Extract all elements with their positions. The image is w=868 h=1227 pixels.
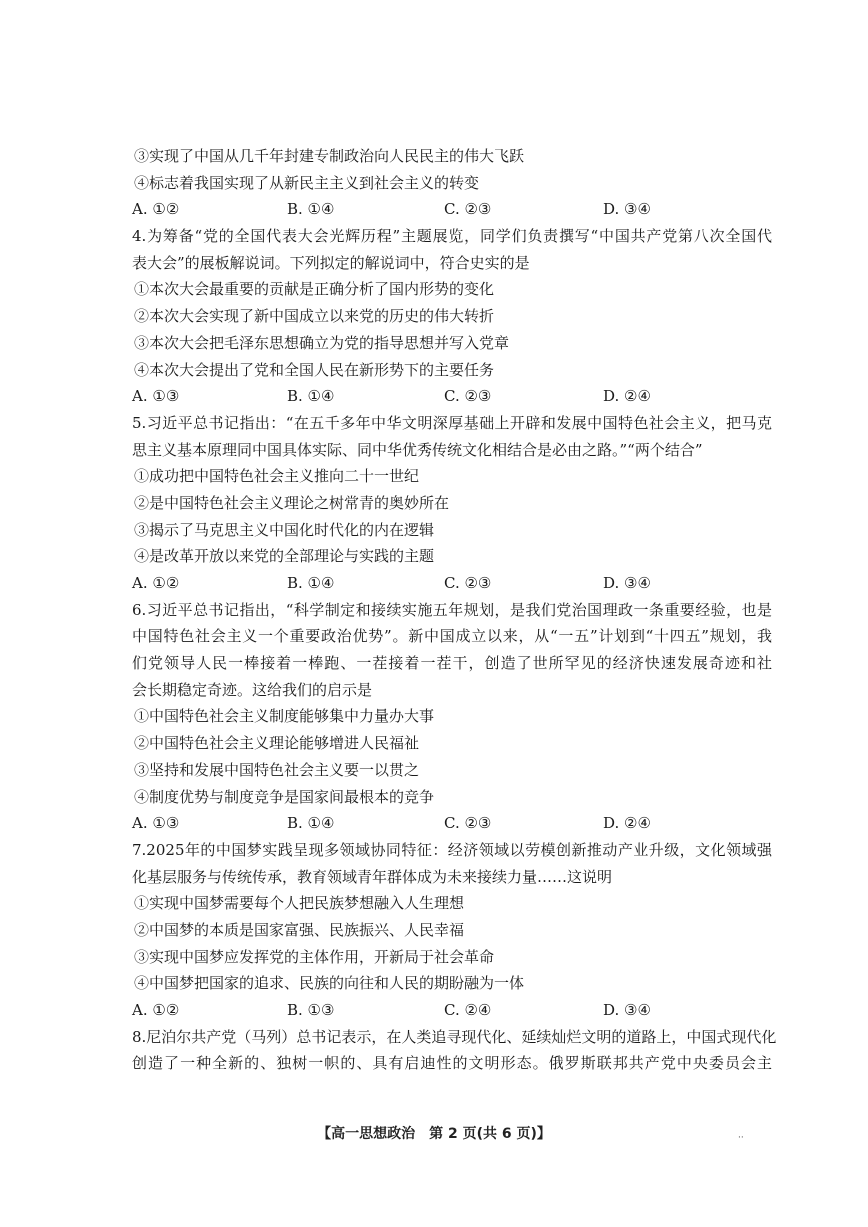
question-stem-line: 7.2025年的中国梦实践呈现多领域协同特征：经济领域以劳模创新推动产业升级，文化领域强 [132, 840, 772, 859]
choice-d: D. ③④ [603, 574, 651, 592]
option-line: ④本次大会提出了党和全国人民在新形势下的主要任务 [134, 360, 495, 379]
option-line: ①成功把中国特色社会主义推向二十一世纪 [134, 467, 420, 486]
option-line: ④中国梦把国家的追求、民族的向往和人民的期盼融为一体 [134, 974, 525, 993]
choice-d: D. ②④ [603, 387, 651, 406]
question-7 [132, 837, 772, 1024]
option-line: ③实现了中国从几千年封建专制政治向人民民主的伟大飞跃 [134, 147, 525, 165]
answer-choices [132, 570, 772, 597]
choice-d: D. ③④ [603, 200, 651, 219]
answer-choices [132, 810, 772, 837]
choice-a: A. ①③ [132, 814, 180, 833]
question-stem-line: 会长期稳定奇迹。这给我们的启示是 [132, 680, 373, 699]
choice-c: C. ②③ [444, 574, 492, 592]
option-line: ③坚持和发展中国特色社会主义要一以贯之 [134, 760, 420, 779]
question-stem-line: 思主义基本原理同中国具体实际、同中华优秀传统文化相结合是必由之路。”“两个结合” [132, 440, 703, 459]
option-line: ②中国梦的本质是国家富强、民族振兴、人民幸福 [134, 920, 465, 939]
question-stem-line: 创造了一种全新的、独树一帜的、具有启迪性的文明形态。俄罗斯联邦共产党中央委员会主 [132, 1054, 772, 1073]
option-line: ②本次大会实现了新中国成立以来党的历史的伟大转折 [134, 307, 495, 326]
question-4 [132, 223, 772, 410]
corner-mark: ·· [738, 1133, 744, 1143]
question-stem-line: 中国特色社会主义一个重要政治优势”。新中国成立以来，从“一五”计划到“十四五”规划，我 [132, 627, 772, 646]
question-stem-line: 8.尼泊尔共产党（马列）总书记表示，在人类追寻现代化、延续灿烂文明的道路上，中国式现代化 [132, 1027, 777, 1046]
question-stem-line: 们党领导人民一棒接着一棒跑、一茬接着一茬干，创造了世所罕见的经济快速发展奇迹和社 [132, 654, 772, 673]
question-3-tail [132, 143, 772, 223]
question-5 [132, 410, 772, 597]
option-line: ④是改革开放以来党的全部理论与实践的主题 [134, 547, 435, 566]
question-stem-line: 表大会”的展板解说词。下列拟定的解说词中，符合史实的是 [132, 253, 530, 272]
question-stem-line: 化基层服务与传统传承，教育领域青年群体成为未来接续力量……这说明 [132, 867, 613, 886]
answer-choices [132, 997, 772, 1024]
choice-d: D. ②④ [603, 814, 651, 833]
choice-a: A. ①③ [132, 387, 180, 406]
choice-a: A. ①② [132, 200, 180, 219]
option-line: ④标志着我国实现了从新民主主义到社会主义的转变 [134, 173, 480, 192]
question-stem-line: 5.习近平总书记指出：“在五千多年中华文明深厚基础上开辟和发展中国特色社会主义，把马克 [132, 413, 772, 432]
choice-b: B. ①④ [287, 200, 335, 219]
option-line: ③实现中国梦应发挥党的主体作用，开新局于社会革命 [134, 947, 495, 966]
option-line: ②是中国特色社会主义理论之树常青的奥妙所在 [134, 493, 450, 512]
choice-a: A. ①② [132, 1001, 180, 1019]
footer-text: 【高一思想政治 第 2 页(共 6 页)】 [317, 1126, 551, 1142]
question-8 [132, 1024, 777, 1077]
choice-c: C. ②③ [444, 814, 492, 833]
option-line: ②中国特色社会主义理论能够增进人民福祉 [134, 734, 420, 753]
question-stem-line: 6.习近平总书记指出，“科学制定和接续实施五年规划，是我们党治国理政一条重要经验，也是 [132, 600, 772, 619]
choice-d: D. ③④ [603, 1001, 651, 1019]
choice-c: C. ②③ [444, 387, 492, 406]
option-line: ①中国特色社会主义制度能够集中力量办大事 [134, 707, 435, 726]
choice-b: B. ①④ [287, 387, 335, 406]
answer-choices [132, 383, 772, 410]
question-stem-line: 4.为筹备“党的全国代表大会光辉历程”主题展览，同学们负责撰写“中国共产党第八次全国代 [132, 227, 772, 246]
choice-b: B. ①④ [287, 574, 335, 592]
choice-b: B. ①③ [287, 1001, 335, 1019]
choice-a: A. ①② [132, 574, 180, 592]
option-line: ①本次大会最重要的贡献是正确分析了国内形势的变化 [134, 280, 495, 299]
option-line: ③本次大会把毛泽东思想确立为党的指导思想并写入党章 [134, 333, 510, 352]
option-line: ③揭示了马克思主义中国化时代化的内在逻辑 [134, 520, 435, 539]
questions-content [132, 143, 777, 1077]
choice-c: C. ②③ [444, 200, 492, 219]
option-line: ①实现中国梦需要每个人把民族梦想融入人生理想 [134, 894, 465, 913]
answer-choices [132, 196, 772, 223]
question-6 [132, 597, 772, 837]
choice-c: C. ②④ [444, 1001, 492, 1019]
option-line: ④制度优势与制度竞争是国家间最根本的竞争 [134, 787, 435, 806]
choice-b: B. ①④ [287, 814, 335, 833]
